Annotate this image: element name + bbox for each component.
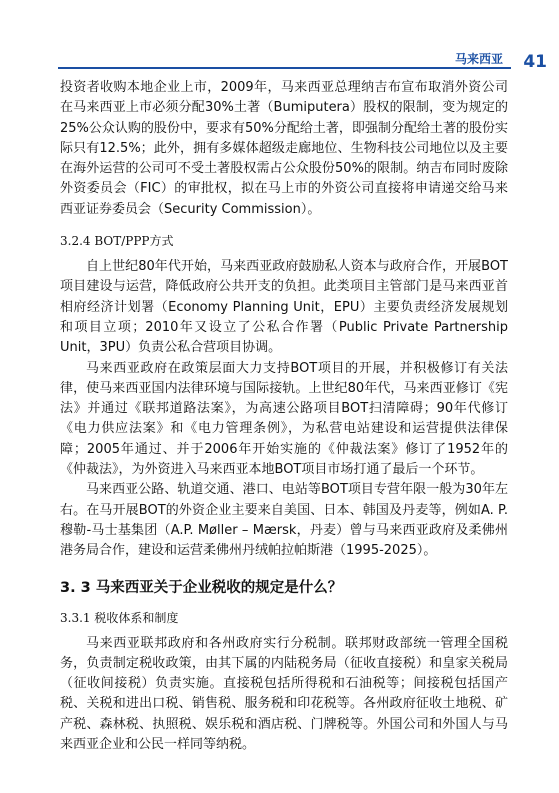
paragraph-tax-system: 马来西亚联邦政府和各州政府实行分税制。联邦财政部统一管理全国税务，负责制定税收政策，由其下属的内陆税务局（征收直接税）和皇家关税局（征收间接税）负责实施。直接税包括所得税和石油税等；间接税包括国产税、关税和进出口税、销售税、服务税和印花税等。各州政府征收土地税、矿产税、森林税、执照税、娱乐税和酒店税、门牌税等。外国公司和外国人与马来西亚企业和公民一样同等纳税。 [60,635,508,753]
page-header [0,0,559,80]
page-content [60,78,508,755]
paragraph-continued: 投资者收购本地企业上市，2009年，马来西亚总理纳吉布宣布取消外资公司在马来西亚上市必须分配30%土著（Bumiputera）股权的限制，变为规定的25%公众认购的股份中，要求有50%分配给土著，即强制分配给土著的股份实际只有12.5%；此外，拥有多媒体超级走廊地位、生物科技公司地位以及主要在海外运营的公司可不受土著股权需占公众股份50%的限制。纳吉布同时废除外资委员会（FIC）的审批权，拟在马上市的外资公司直接将申请递交给马来西亚证券委员会（Security Commission）。 [60,80,508,217]
paragraph-bot-examples: 马来西亚公路、轨道交通、港口、电站等BOT项目专营年限一般为30年左右。在马开展BOT的外资企业主要来自美国、日本、韩国及丹麦等，例如A. P. 穆勒-马士基集团（A.P. Møller – Mærsk，丹麦）曾与马来西亚政府及柔佛州港务局合作，建设和运营柔佛州丹绒帕拉帕斯港（1995-2025）。 [60,482,508,559]
subheading-3-3-1: 3.3.1 税收体系和制度 [60,610,179,625]
running-header-title: 马来西亚 [454,52,503,66]
paragraph-bot-law: 马来西亚政府在政策层面大力支持BOT项目的开展，并积极修订有关法律，使马来西亚国内法律环境与国际接轨。上世纪80年代，马来西亚修订《宪法》并通过《联邦道路法案》，为高速公路项目BOT扫清障碍；90年代修订《电力供应法案》和《电力管理条例》，为私营电站建设和运营提供法律保障；2005年通过、并于2006年开始实施的《仲裁法案》修订了1952年的《仲裁法》，为外资进入马来西亚本地BOT项目市场打通了最后一个环节。 [60,360,508,478]
header-rule [58,67,511,69]
paragraph-bot-intro: 自上世纪80年代开始，马来西亚政府鼓励私人资本与政府合作，开展BOT项目建设与运营，降低政府公共开支的负担。此类项目主管部门是马来西亚首相府经济计划署（Economy Planning Unit，EPU）主要负责经济发展规划和项目立项；2010年又设立了公私合作署（Public Private Partnership Unit，3PU）负责公私合营项目协调。 [60,259,508,356]
page-number: 41 [523,52,547,72]
section-heading-3-3: 3. 3 马来西亚关于企业税收的规定是什么？ [60,579,343,596]
subheading-3-2-4: 3.2.4 BOT/PPP方式 [60,234,174,249]
